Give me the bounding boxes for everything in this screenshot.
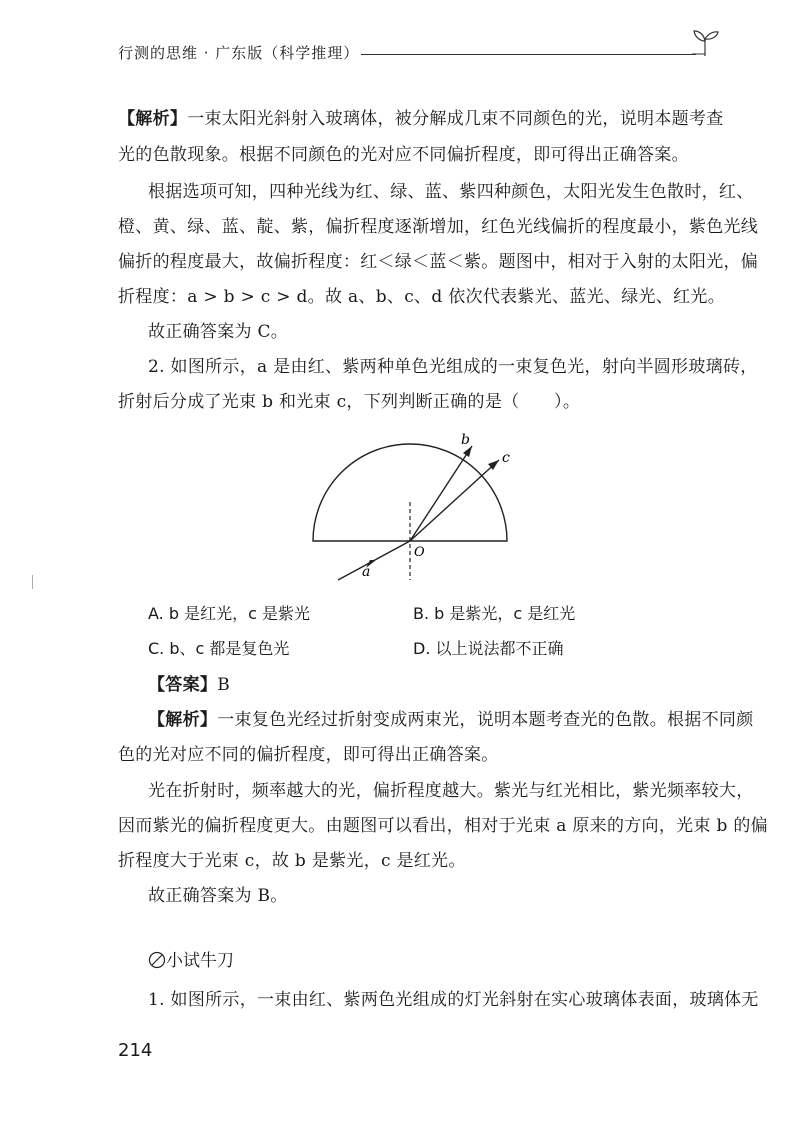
label-a: a bbox=[362, 564, 371, 580]
refraction-figure bbox=[300, 432, 530, 592]
header-rule bbox=[361, 54, 696, 55]
paragraph-line: 根据选项可知，四种光线为红、绿、蓝、紫四种颜色，太阳光发生色散时，红、 bbox=[148, 182, 754, 202]
answer-label: 【答案】 bbox=[148, 675, 218, 695]
paragraph-line: 折程度大于光束 c，故 b 是紫光，c 是红光。 bbox=[118, 851, 466, 871]
header-title: 行测的思维 · 广东版（科学推理） bbox=[118, 44, 360, 62]
option-b: B. b 是紫光，c 是红光 bbox=[413, 604, 576, 623]
explanation-text: 一束太阳光斜射入玻璃体，被分解成几束不同颜色的光，说明本题考查 bbox=[187, 109, 724, 129]
answer-line: 故正确答案为 B。 bbox=[148, 886, 288, 906]
label-o: O bbox=[414, 545, 425, 560]
explanation2-line-2: 色的光对应不同的偏折程度，即可得出正确答案。 bbox=[118, 745, 499, 765]
explanation-label: 【解析】 bbox=[118, 109, 188, 129]
running-header bbox=[118, 40, 718, 70]
page-number: 214 bbox=[118, 1040, 153, 1061]
section-heading bbox=[148, 946, 234, 971]
answer-value: B bbox=[217, 675, 230, 695]
answer-row bbox=[148, 673, 230, 697]
question-line: 折射后分成了光束 b 和光束 c，下列判断正确的是（ ）。 bbox=[118, 392, 581, 412]
label-b: b bbox=[461, 432, 470, 448]
explanation-text: 一束复色光经过折射变成两束光，说明本题考查光的色散。根据不同颜 bbox=[217, 710, 754, 730]
option-a: A. b 是红光，c 是紫光 bbox=[148, 604, 310, 623]
section-title: 小试牛刀 bbox=[166, 951, 234, 971]
explanation2-line-1 bbox=[148, 708, 754, 732]
pencil-circle-icon bbox=[148, 951, 166, 969]
paragraph-line: 橙、黄、绿、蓝、靛、紫，偏折程度逐渐增加，红色光线偏折的程度最小，紫色光线 bbox=[118, 217, 759, 237]
exercise-line: 1. 如图所示，一束由红、紫两色光组成的灯光斜射在实心玻璃体表面，玻璃体无 bbox=[148, 990, 759, 1010]
paragraph-line: 折程度：a > b > c > d。故 a、b、c、d 依次代表紫光、蓝光、绿光、红光。 bbox=[118, 287, 726, 307]
sprout-icon bbox=[690, 26, 720, 58]
explanation1-line-2: 光的色散现象。根据不同颜色的光对应不同偏折程度，即可得出正确答案。 bbox=[118, 145, 689, 165]
paragraph-line: 因而紫光的偏折程度更大。由题图可以看出，相对于光束 a 原来的方向，光束 b 的偏 bbox=[118, 816, 768, 836]
label-c: c bbox=[502, 450, 510, 466]
option-d: D. 以上说法都不正确 bbox=[413, 639, 564, 658]
explanation-label: 【解析】 bbox=[148, 710, 218, 730]
answer-line: 故正确答案为 C。 bbox=[148, 322, 289, 342]
paragraph-line: 光在折射时，频率越大的光，偏折程度越大。紫光与红光相比，紫光频率较大， bbox=[148, 781, 754, 801]
explanation1-line-1 bbox=[118, 107, 724, 131]
paragraph-line: 偏折的程度最大，故偏折程度：红＜绿＜蓝＜紫。题图中，相对于入射的太阳光，偏 bbox=[118, 252, 759, 272]
option-c: C. b、c 都是复色光 bbox=[148, 639, 290, 658]
margin-mark bbox=[32, 575, 37, 589]
question-line: 2. 如图所示，a 是由红、紫两种单色光组成的一束复色光，射向半圆形玻璃砖， bbox=[148, 357, 758, 377]
